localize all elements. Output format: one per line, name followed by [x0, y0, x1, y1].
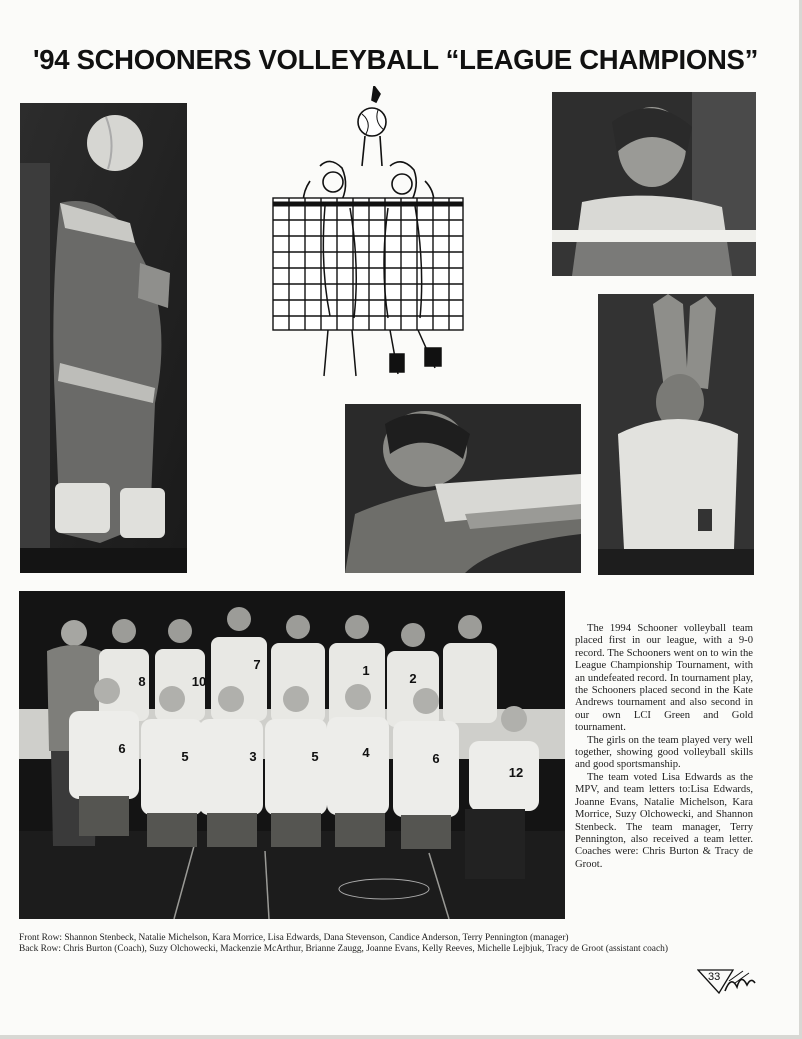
jersey-number: 7 [253, 657, 261, 672]
jersey-number: 2 [409, 671, 417, 686]
volleyball-illustration [270, 86, 468, 386]
jersey-number: 6 [118, 741, 126, 756]
story-paragraph: The 1994 Schooner volleyball team placed first in our league, with a 9-0 record. The Schooners went on to win the League Championship Tournament, with an undefeated record. In tournament play, the Schooners placed second in the Kate Andrews tournament and also second in our own LCI Green and Gold tournament. [575, 623, 753, 734]
jersey-number: 5 [311, 749, 319, 764]
jersey-number: 8 [138, 674, 146, 689]
jersey-number: 1 [362, 663, 370, 678]
spiker-photo [20, 103, 187, 573]
jersey-number: 6 [432, 751, 440, 766]
jersey-number: 10 [191, 674, 207, 689]
page-folio-graphic [697, 969, 757, 995]
jersey-number: 5 [181, 749, 189, 764]
story-paragraph: The girls on the team played very well together, showing good volleyball skills and good sportsmanship. [575, 734, 753, 771]
dig-photo [345, 404, 581, 573]
page-title: '94 SCHOONERS VOLLEYBALL “LEAGUE CHAMPIONS” [33, 44, 759, 75]
team-photo [19, 591, 565, 919]
jersey-number: 4 [362, 745, 370, 760]
player-at-net-photo [552, 92, 756, 276]
jersey-number: 12 [508, 765, 524, 780]
jersey-number: 3 [249, 749, 257, 764]
story-paragraph: The team voted Lisa Edwards as the MPV, and team letters to:Lisa Edwards, Joanne Evans, Natalie Michelson, Kara Morrice, Suzy Olchowecki, and Shannon Stenbeck. The team manager, Terry Pennington, also received a team letter. Coaches were: Chris Burton & Tracy de Groot. [575, 771, 753, 870]
photo-caption [19, 933, 719, 955]
page-number: 33 [708, 971, 721, 983]
story-text [575, 623, 753, 871]
caption-front-row: Front Row: Shannon Stenbeck, Natalie Michelson, Kara Morrice, Lisa Edwards, Dana Stevenson, Candice Anderson, Terry Pennington (manager) [19, 933, 569, 943]
blocker-photo [598, 294, 754, 575]
caption-back-row: Back Row: Chris Burton (Coach), Suzy Olchowecki, Mackenzie McArthur, Brianne Zaugg, Joanne Evans, Kelly Reeves, Michelle Lejbjuk, Tracy de Groot (assistant coach) [19, 944, 668, 955]
